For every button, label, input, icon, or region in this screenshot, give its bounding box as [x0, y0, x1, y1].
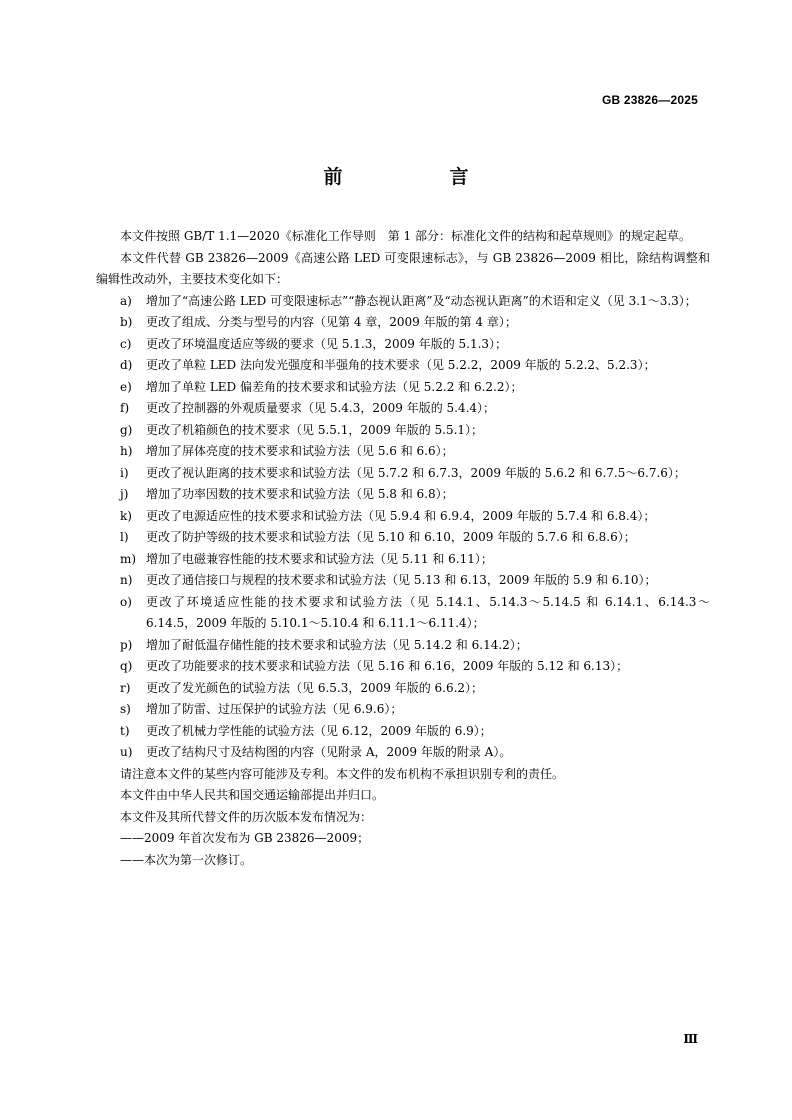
list-item-label: i) — [120, 465, 129, 480]
patent-notice: 请注意本文件的某些内容可能涉及专利。本文件的发布机构不承担识别专利的责任。 — [120, 766, 565, 781]
list-item — [96, 377, 710, 399]
list-item — [96, 570, 710, 592]
list-item-label: c) — [120, 336, 132, 351]
list-item-text: 更改了结构尺寸及结构图的内容（见附录 A，2009 年版的附录 A）。 — [146, 745, 512, 759]
list-item-text: 更改了通信接口与规程的技术要求和试验方法（见 5.13 和 6.13，2009 年版的 5.9 和 6.10）； — [146, 573, 657, 587]
change-list — [96, 291, 710, 764]
list-item-text: 更改了控制器的外观质量要求（见 5.4.3，2009 年版的 5.4.4）； — [146, 401, 496, 415]
list-item — [96, 742, 710, 764]
list-item-text: 增加了“高速公路 LED 可变限速标志”“静态视认距离”及“动态视认距离”的术语和定义（见 3.1～3.3）； — [146, 293, 697, 308]
history-intro: 本文件及其所代替文件的历次版本发布情况为： — [120, 809, 373, 824]
list-item — [96, 721, 710, 743]
page-title: 前 言 — [323, 166, 513, 188]
list-item-text: 增加了耐低温存储性能的技术要求和试验方法（见 5.14.2 和 6.14.2）； — [146, 637, 528, 652]
list-item-text: 更改了机箱颜色的技术要求（见 5.5.1，2009 年版的 5.5.1）； — [146, 422, 484, 437]
foreword-body — [96, 226, 710, 871]
page-number: Ⅲ — [683, 1032, 698, 1046]
list-item-label: g) — [120, 422, 133, 437]
list-item — [96, 463, 710, 485]
list-item — [96, 506, 710, 528]
list-item-label: m) — [120, 551, 137, 566]
list-item-label: t) — [120, 723, 130, 738]
list-item-text: 更改了组成、分类与型号的内容（见第 4 章，2009 年版的第 4 章）； — [146, 315, 517, 329]
history-item: ——2009 年首次发布为 GB 23826—2009； — [120, 831, 370, 845]
list-item-text: 更改了环境适应性能的技术要求和试验方法（见 5.14.1、5.14.3～5.14.5 和 6.14.1、6.14.3～6.14.5，2009 年版的 5.10.1～5.10.4 和 6.11.1～6.11.4）； — [146, 594, 710, 630]
standard-number: GB 23826—2025 — [602, 93, 698, 107]
list-item-text: 更改了视认距离的技术要求和试验方法（见 5.7.2 和 6.7.3，2009 年版的 5.6.2 和 6.7.5～6.7.6）； — [146, 465, 686, 480]
list-item-text: 增加了单粒 LED 偏差角的技术要求和试验方法（见 5.2.2 和 6.2.2）； — [146, 379, 523, 394]
list-item — [96, 484, 710, 506]
list-item-label: j) — [120, 487, 129, 501]
list-item-label: a) — [120, 293, 132, 308]
list-item-label: p) — [120, 637, 133, 652]
list-item-text: 增加了防雷、过压保护的试验方法（见 6.9.6）； — [146, 702, 403, 716]
list-item — [96, 312, 710, 334]
drafting-rules-paragraph: 本文件按照 GB/T 1.1—2020《标准化工作导则 第 1 部分：标准化文件的结构和起草规则》的规定起草。 — [120, 229, 691, 243]
list-item-text: 更改了环境温度适应等级的要求（见 5.1.3，2009 年版的 5.1.3）； — [146, 336, 508, 351]
list-item — [96, 355, 710, 377]
list-item-label: l) — [120, 530, 129, 544]
proposer-statement: 本文件由中华人民共和国交通运输部提出并归口。 — [120, 788, 385, 802]
history-item: ——本次为第一次修订。 — [120, 852, 253, 867]
list-item-label: s) — [120, 702, 131, 716]
list-item-label: e) — [120, 379, 132, 394]
list-item — [96, 678, 710, 700]
list-item-text: 增加了功率因数的技术要求和试验方法（见 5.8 和 6.8）； — [146, 487, 454, 501]
list-item-label: k) — [120, 508, 132, 523]
list-item — [96, 549, 710, 571]
list-item-label: n) — [120, 573, 133, 587]
list-item-label: f) — [120, 401, 130, 415]
list-item — [96, 420, 710, 442]
list-item-label: h) — [120, 444, 133, 458]
list-item — [96, 398, 710, 420]
list-item-label: d) — [120, 358, 133, 372]
list-item-label: r) — [120, 680, 131, 695]
list-item — [96, 291, 710, 313]
list-item — [96, 592, 710, 635]
list-item — [96, 656, 710, 678]
list-item-label: u) — [120, 745, 133, 759]
list-item — [96, 699, 710, 721]
replacement-paragraph: 本文件代替 GB 23826—2009《高速公路 LED 可变限速标志》，与 GB 23826—2009 相比，除结构调整和编辑性改动外，主要技术变化如下： — [96, 250, 710, 286]
list-item-text: 更改了电源适应性的技术要求和试验方法（见 5.9.4 和 6.9.4，2009 年版的 5.7.4 和 6.8.4）； — [146, 508, 656, 523]
list-item-text: 增加了电磁兼容性能的技术要求和试验方法（见 5.11 和 6.11）； — [146, 551, 493, 566]
list-item-text: 更改了发光颜色的试验方法（见 6.5.3，2009 年版的 6.6.2）； — [146, 680, 484, 695]
list-item-text: 更改了机械力学性能的试验方法（见 6.12，2009 年版的 6.9）； — [146, 723, 492, 738]
list-item — [96, 635, 710, 657]
list-item-label: q) — [120, 659, 133, 673]
list-item — [96, 527, 710, 549]
list-item-label: o) — [120, 594, 132, 609]
list-item — [96, 441, 710, 463]
list-item — [96, 334, 710, 356]
list-item-text: 更改了防护等级的技术要求和试验方法（见 5.10 和 6.10，2009 年版的 5.7.6 和 6.8.6）； — [146, 530, 636, 544]
list-item-label: b) — [120, 315, 133, 329]
list-item-text: 增加了屏体亮度的技术要求和试验方法（见 5.6 和 6.6）； — [146, 444, 454, 458]
list-item-text: 更改了功能要求的技术要求和试验方法（见 5.16 和 6.16，2009 年版的 5.12 和 6.13）； — [146, 659, 629, 673]
list-item-text: 更改了单粒 LED 法向发光强度和半强角的技术要求（见 5.2.2，2009 年版的 5.2.2、5.2.3）； — [146, 358, 656, 372]
